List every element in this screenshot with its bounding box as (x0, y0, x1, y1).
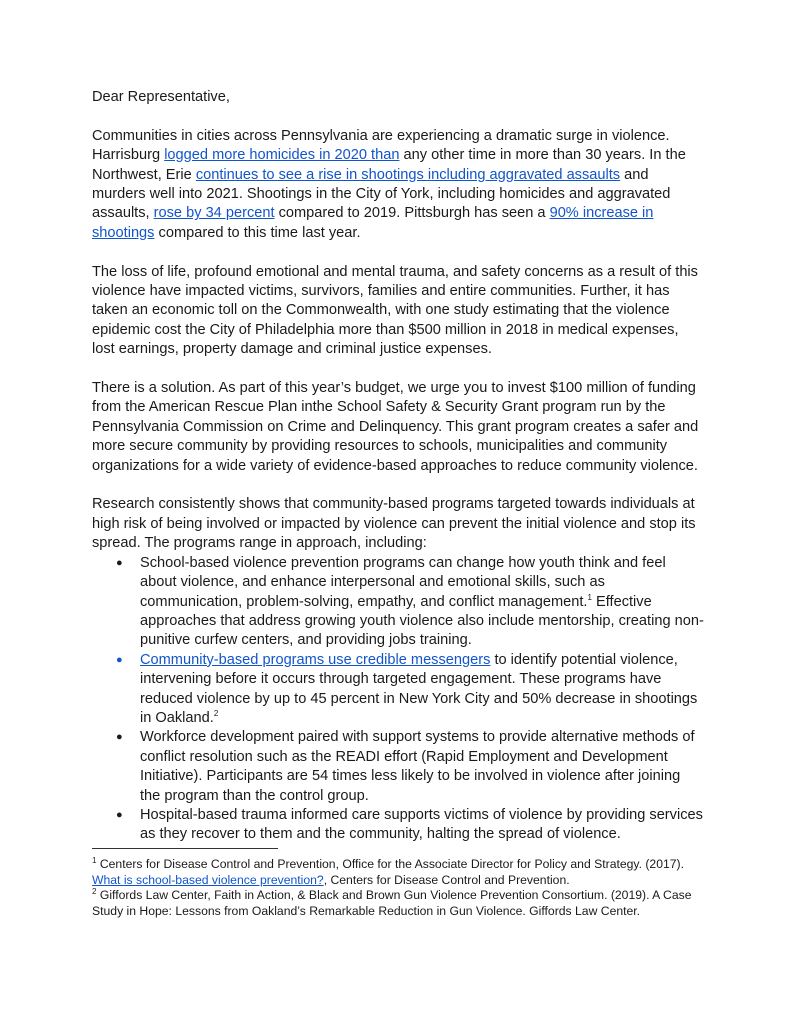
footnote-ref: 1 (587, 592, 592, 602)
text: Giffords Law Center, Faith in Action, & Black and Brown Gun Violence Prevention Consortium. (2019). A Case Study in Hope: Lessons from Oakland’s Remarkable Reduction in Gun Violence. Giffords Law Center. (92, 888, 692, 918)
footnote-2 (92, 888, 712, 919)
link-credible-messengers[interactable]: Community-based programs use credible messengers (140, 651, 491, 668)
footnote-1 (92, 857, 712, 888)
link-school-based-violence-prevention[interactable]: What is school-based violence prevention? (92, 872, 324, 887)
link-pittsburgh-shootings[interactable]: 90% increase in shootings (92, 205, 654, 241)
footnotes (92, 848, 712, 919)
paragraph-loss: The loss of life, profound emotional and mental trauma, and safety concerns as a result of this violence have impacted victims, survivors, families and entire communities. Further, it has taken an economic toll on the Commonwealth, with one study estimating that the violence epidemic cost the City of Philadelphia more than $500 million in 2018 in medical expenses, lost earnings, property damage and criminal justice expenses. (92, 263, 698, 358)
bullet-icon: ● (116, 731, 123, 744)
footnote-number: 2 (92, 887, 97, 897)
salutation: Dear Representative, (92, 89, 230, 105)
link-york-rose[interactable]: rose by 34 percent (153, 205, 275, 222)
text: any other time in more than 30 years. In the Northwest, Erie (92, 147, 686, 183)
footnote-number: 1 (92, 855, 97, 865)
text: to identify potential violence, intervening before it occurs through targeted engagement. These programs have reduced violence by up to 45 percent in New York City and 50% decrease in shootings in Oakland. (140, 651, 698, 726)
text: Centers for Disease Control and Prevention, Office for the Associate Director for Policy and Strategy. (2017). (96, 857, 684, 871)
paragraph-solution: There is a solution. As part of this year’s budget, we urge you to invest $100 million of funding from the American Rescue Plan inthe School Safety & Security Grant program run by the Pennsylvania Commission on Crime and Delinquency. This grant program creates a safer and more secure community by providing resources to schools, municipalities and community organizations for a wide variety of evidence-based approaches to reduce community violence. (92, 380, 699, 474)
link-erie-shootings[interactable]: continues to see a rise in shootings including aggravated assaults (195, 166, 621, 183)
bullet-icon: ● (116, 808, 123, 821)
text: and murders well into 2021. Shootings in the City of York, including homicides and aggravated assaults, (92, 166, 671, 222)
footnote-ref: 2 (213, 709, 219, 719)
list-item (92, 554, 704, 651)
text: Communities in cities across Pennsylvania are experiencing a dramatic surge in violence. Harrisburg (92, 127, 670, 164)
footnote-divider (92, 848, 278, 849)
bullet-icon: ● (116, 556, 123, 569)
list-item (92, 728, 704, 806)
text: Effective approaches that address growing youth violence also include mentorship, creating non-punitive curfew centers, and providing jobs training. (140, 593, 704, 649)
bullet-icon: ● (116, 653, 123, 666)
programs-list (92, 554, 704, 845)
text: compared to this time last year. (154, 224, 361, 241)
text: compared to 2019. Pittsburgh has seen a (274, 205, 550, 222)
list-item (92, 806, 704, 845)
text: , Centers for Disease Control and Prevention. (323, 872, 570, 887)
letter-body (92, 88, 704, 845)
link-harrisburg-homicides[interactable]: logged more homicides in 2020 than (164, 147, 400, 164)
text: Workforce development paired with support systems to provide alternative methods of conflict resolution such as the READI effort (Rapid Employment and Development Initiative). Participants are 54 times less likely to be involved in violence after joining the program than the control group. (140, 729, 695, 804)
text: Hospital-based trauma informed care supports victims of violence by providing services as they recover to them and the community, halting the spread of violence. (140, 806, 703, 843)
paragraph-surge (92, 127, 704, 243)
list-item (92, 651, 704, 729)
paragraph-research: Research consistently shows that community-based programs targeted towards individuals at high risk of being involved or impacted by violence can prevent the initial violence and stop its spread. The programs range in approach, including: (92, 496, 696, 552)
text: School-based violence prevention programs can change how youth think and feel about violence, and enhance interpersonal and emotional skills, such as communication, problem-solving, empathy, and conflict management. (140, 554, 666, 610)
